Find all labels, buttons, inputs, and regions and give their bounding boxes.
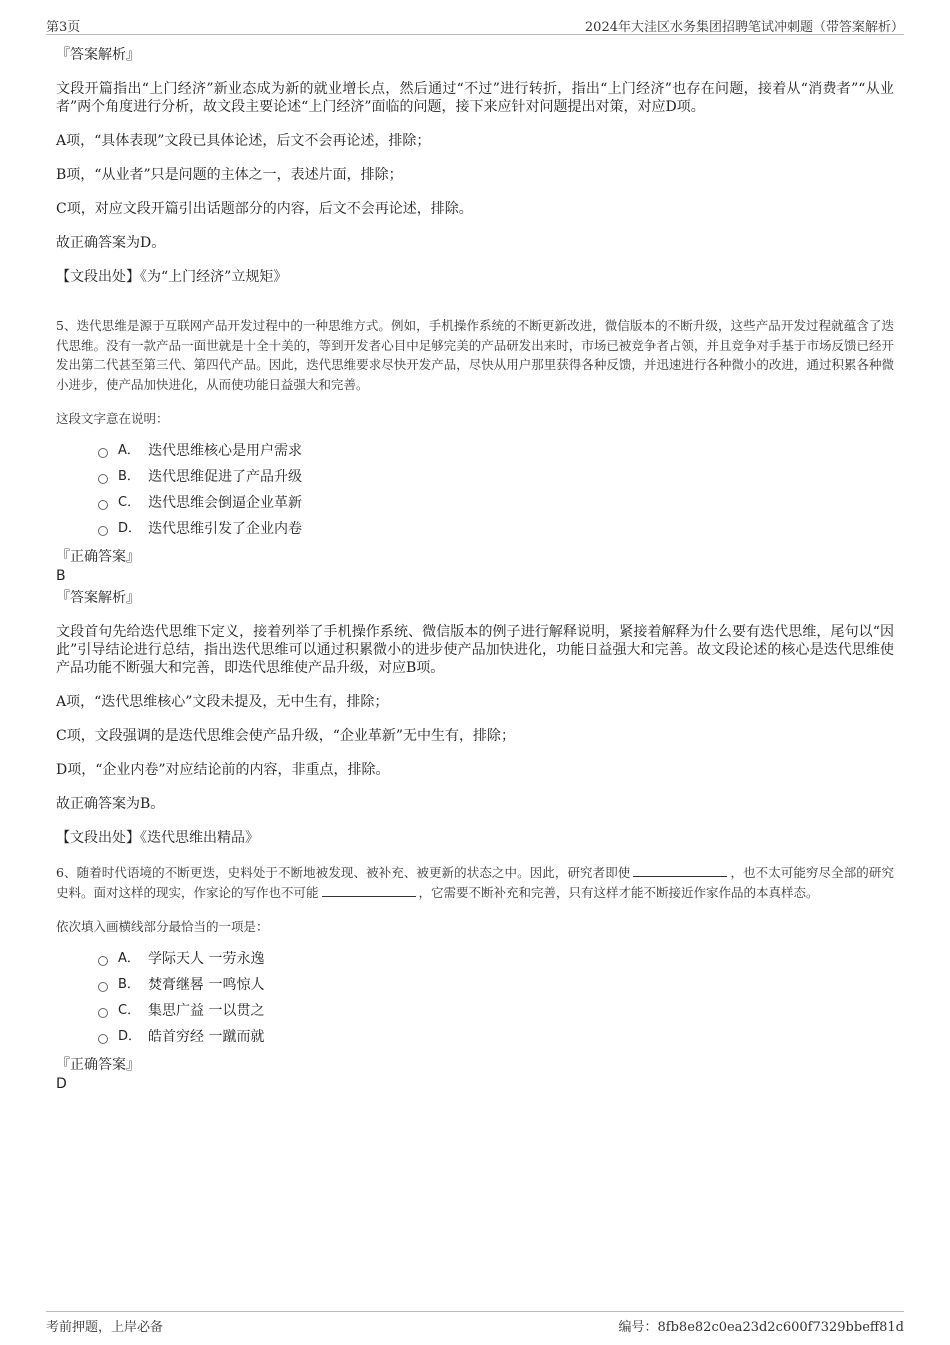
analysis-item: B项，“从业者”只是问题的主体之一，表述片面，排除； — [56, 167, 403, 183]
analysis-label: 『答案解析』 — [56, 590, 140, 606]
stem-text: ，也不太可能穷尽全部的研究史料。面对这样的现实，作家论的写作也不可能 — [56, 865, 894, 900]
radio-icon[interactable] — [98, 500, 108, 510]
analysis-item: A项，“迭代思维核心”文段未提及，无中生有，排除； — [56, 694, 389, 710]
analysis-item: C项，对应文段开篇引出话题部分的内容，后文不会再论述，排除。 — [56, 201, 473, 217]
analysis-item: D项，“企业内卷”对应结论前的内容，非重点，排除。 — [56, 762, 390, 778]
option-key: C． — [118, 495, 141, 510]
option-c[interactable] — [98, 490, 894, 516]
option-text: 迭代思维促进了产品升级 — [148, 469, 302, 485]
option-text: 迭代思维会倒逼企业革新 — [148, 495, 302, 511]
source-citation: 【文段出处】《为“上门经济”立规矩》 — [56, 269, 288, 285]
answer-value: D — [56, 1076, 67, 1092]
stem-text: ，它需要不断补充和完善，只有这样才能不断接近作家作品的本真样态。 — [418, 884, 819, 900]
answer-value: B — [56, 568, 66, 584]
analysis-label: 『答案解析』 — [56, 47, 140, 63]
option-key: A． — [118, 443, 140, 458]
stem-text: 6、随着时代语境的不断更迭，史料处于不断地被发现、被补充、被更新的状态之中。因此，研究者即使 — [56, 865, 631, 880]
option-a[interactable] — [98, 438, 894, 464]
option-list — [98, 946, 894, 1050]
analysis-item: C项，文段强调的是迭代思维会使产品升级，“企业革新”无中生有，排除； — [56, 728, 516, 744]
option-text: 迭代思维核心是用户需求 — [148, 443, 302, 459]
analysis-conclusion: 故正确答案为D。 — [56, 235, 166, 251]
radio-icon[interactable] — [98, 448, 108, 458]
document-title: 2024年大洼区水务集团招聘笔试冲刺题（带答案解析） — [584, 20, 904, 35]
analysis-paragraph: 文段开篇指出“上门经济”新业态成为新的就业增长点，然后通过“不过”进行转折，指出“上门经济”也存在问题，接着从“消费者”“从业者”两个角度进行分析，故文段主要论述“上门经济”面临的问题，接下来应针对问题提出对策，对应D项。 — [56, 81, 894, 115]
question-stem — [56, 863, 894, 902]
option-key: D． — [118, 1029, 142, 1044]
fill-blank-2 — [322, 884, 416, 897]
option-text: 迭代思维引发了企业内卷 — [148, 521, 302, 537]
page-number: 第3页 — [46, 20, 81, 35]
question-prompt: 依次填入画横线部分最恰当的一项是： — [56, 919, 269, 934]
option-c[interactable] — [98, 998, 894, 1024]
analysis-conclusion: 故正确答案为B。 — [56, 796, 165, 812]
option-a[interactable] — [98, 946, 894, 972]
document-id: 编号：8fb8e82c0ea23d2c600f7329bbeff81d — [618, 1320, 904, 1335]
radio-icon[interactable] — [98, 1034, 108, 1044]
option-key: D． — [118, 521, 142, 536]
question-stem: 5、迭代思维是源于互联网产品开发过程中的一种思维方式。例如，手机操作系统的不断更新改进，微信版本的不断升级，这些产品开发过程就蕴含了迭代思维。没有一款产品一面世就是十全十美的，等到开发者心目中足够完美的产品研发出来时，市场已被竞争者占领，并且竞争对手基于市场反馈已经开发出第二代甚至第三代、第四代产品。因此，迭代思维要求尽快开发产品，尽快从用户那里获得各种反馈，并迅速进行各种微小的改进，通过积累各种微小进步，使产品加快进化，从而使功能日益强大和完善。 — [56, 318, 894, 392]
option-text: 学际天人 一劳永逸 — [148, 951, 265, 967]
fill-blank-1 — [633, 864, 727, 877]
radio-icon[interactable] — [98, 956, 108, 966]
option-key: C． — [118, 1003, 141, 1018]
option-b[interactable] — [98, 972, 894, 998]
footer-slogan: 考前押题，上岸必备 — [46, 1320, 164, 1335]
option-d[interactable] — [98, 1024, 894, 1050]
option-key: B． — [118, 469, 140, 484]
answer-label: 『正确答案』 — [56, 549, 140, 565]
option-list — [98, 438, 894, 542]
option-key: A． — [118, 951, 140, 966]
page-footer — [46, 1311, 904, 1336]
page-content — [56, 46, 894, 1093]
radio-icon[interactable] — [98, 474, 108, 484]
question-prompt: 这段文字意在说明： — [56, 411, 169, 426]
option-d[interactable] — [98, 516, 894, 542]
answer-label: 『正确答案』 — [56, 1057, 140, 1073]
radio-icon[interactable] — [98, 982, 108, 992]
radio-icon[interactable] — [98, 526, 108, 536]
analysis-paragraph: 文段首句先给迭代思维下定义，接着列举了手机操作系统、微信版本的例子进行解释说明，紧接着解释为什么要有迭代思维，尾句以“因此”引导结论进行总结，指出迭代思维可以通过积累微小的进步使产品加快进化，功能日益强大和完善。故文段论述的核心是迭代思维使产品功能不断强大和完善，即迭代思维使产品升级，对应B项。 — [56, 624, 894, 676]
source-citation: 【文段出处】《迭代思维出精品》 — [56, 830, 259, 846]
option-text: 皓首穷经 一蹴而就 — [148, 1029, 265, 1045]
radio-icon[interactable] — [98, 1008, 108, 1018]
option-text: 焚膏继晷 一鸣惊人 — [148, 977, 265, 993]
page-header — [46, 14, 904, 35]
option-key: B． — [118, 977, 140, 992]
analysis-item: A项，“具体表现”文段已具体论述，后文不会再论述，排除； — [56, 133, 431, 149]
option-b[interactable] — [98, 464, 894, 490]
option-text: 集思广益 一以贯之 — [148, 1003, 265, 1019]
